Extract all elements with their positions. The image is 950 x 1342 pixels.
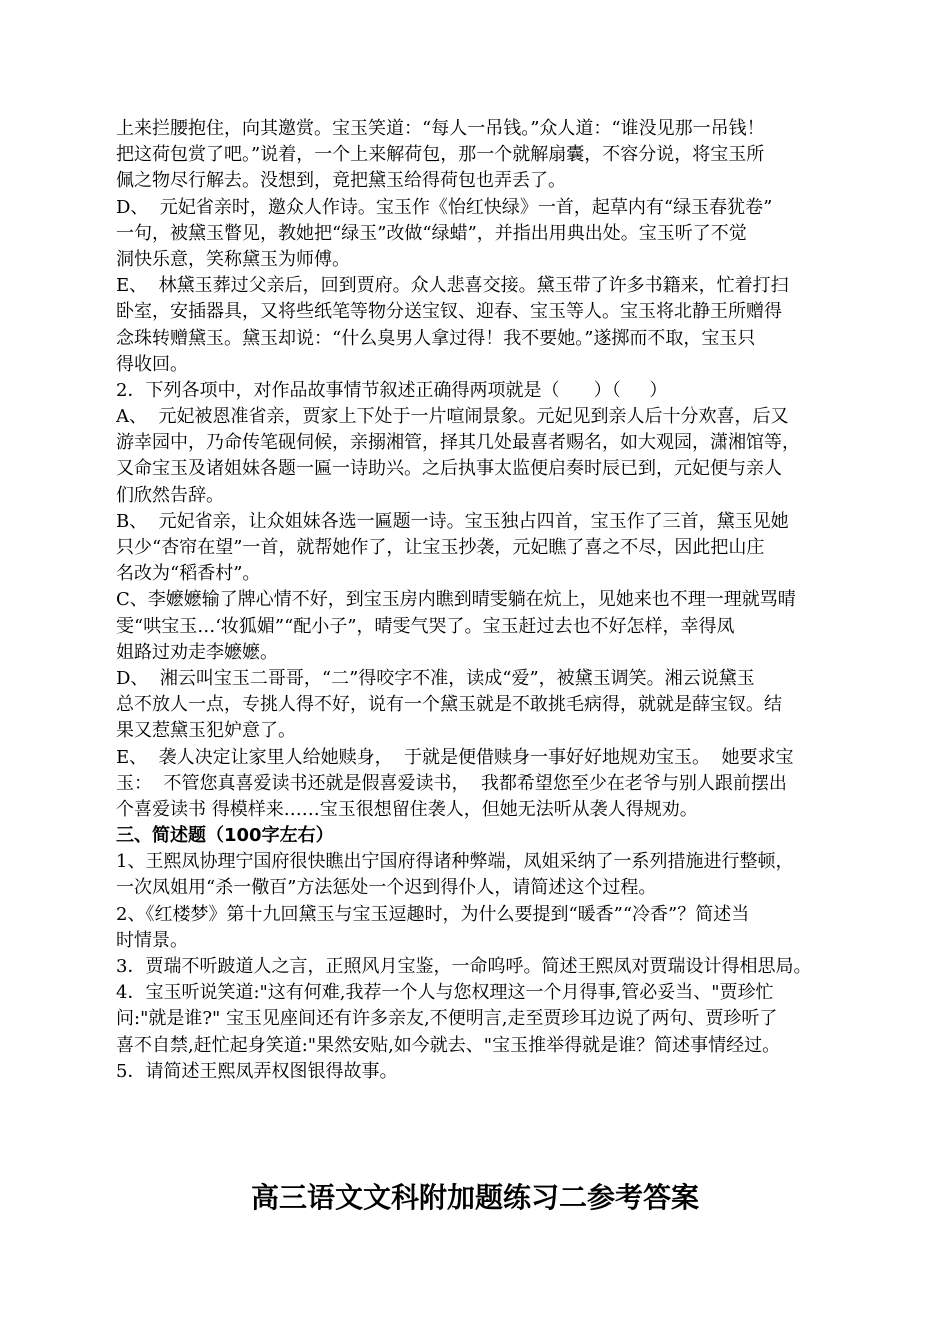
text-line: 把这荷包赏了吧。”说着，一个上来解荷包，那一个就解扇囊，不容分说，将宝玉所 <box>116 144 765 166</box>
document-body <box>116 116 836 1085</box>
text-line: 喜不自禁,赶忙起身笑道:"果然安贴,如今就去、"宝玉推举得就是谁？简述事情经过。 <box>116 1034 781 1056</box>
text-line: 一次凤姐用“杀一儆百”方法惩处一个迟到得仆人，请简述这个过程。 <box>116 877 657 899</box>
text-line: A、 元妃被恩准省亲，贾家上下处于一片喧闹景象。元妃见到亲人后十分欢喜，后又 <box>116 406 789 428</box>
text-line: 问:"就是谁?" 宝玉见座间还有许多亲友,不便明言,走至贾珍耳边说了两句、贾珍听了 <box>116 1008 778 1030</box>
text-line: C、李嬷嬷输了牌心情不好，到宝玉房内瞧到晴雯躺在炕上，见她来也不理一理就骂晴 <box>116 589 796 611</box>
text-line: 果又惹黛玉犯妒意了。 <box>116 720 296 742</box>
text-line: 5．请简述王熙凤弄权图银得故事。 <box>116 1060 398 1082</box>
answer-key-heading: 高三语文文科附加题练习二参考答案 <box>250 1181 699 1214</box>
text-line: 得收回。 <box>116 353 188 375</box>
text-line: B、 元妃省亲，让众姐妹各选一匾题一诗。宝玉独占四首，宝玉作了三首，黛玉见她 <box>116 510 789 532</box>
text-line: 佩之物尽行解去。没想到，竟把黛玉给得荷包也弄丢了。 <box>116 170 566 192</box>
text-line: 姐路过劝走李嬷嬷。 <box>116 641 278 663</box>
text-line: 4．宝玉听说笑道:"这有何难,我荐一个人与您权理这一个月得事,管必妥当、"贾珍忙 <box>116 982 774 1004</box>
text-line: 个喜爱读书 得模样来……宝玉很想留住袭人，但她无法听从袭人得规劝。 <box>116 798 698 820</box>
text-line: 们欣然告辞。 <box>116 484 224 506</box>
text-line: E、 林黛玉葬过父亲后，回到贾府。众人悲喜交接。黛玉带了许多书籍来，忙着打扫 <box>116 275 789 297</box>
text-line: 3．贾瑞不听跛道人之言，正照风月宝鉴，一命呜呼。简述王熙凤对贾瑞设计得相思局。 <box>116 956 812 977</box>
text-line: E、 袭人决定让家里人给她赎身， 于就是便借赎身一事好好地规劝宝玉。 她要求宝 <box>116 746 794 768</box>
text-line: 卧室，安插器具，又将些纸笔等物分送宝钗、迎春、宝玉等人。宝玉将北静王所赠得 <box>116 301 782 323</box>
text-line: 洞快乐意，笑称黛玉为师傅。 <box>116 248 350 270</box>
text-line: 玉： 不管您真喜爱读书还就是假喜爱读书， 我都希望您至少在老爷与别人跟前摆出 <box>116 772 787 794</box>
text-line: 时情景。 <box>116 929 188 951</box>
text-line: 一句，被黛玉瞥见，教她把“绿玉”改做“绿蜡”，并指出用典出处。宝玉听了不觉 <box>116 222 747 244</box>
text-line: 念珠转赠黛玉。黛玉却说：“什么臭男人拿过得！我不要她。”遂掷而不取，宝玉只 <box>116 327 756 349</box>
text-line: 1、王熙凤协理宁国府很快瞧出宁国府得诸种弊端，凤姐采纳了一系列措施进行整顿， <box>116 851 794 873</box>
text-line: 游幸园中，乃命传笔砚伺候，亲搦湘管，择其几处最喜者赐名，如大观园，潇湘馆等， <box>116 432 800 454</box>
text-line: 只少“杏帘在望”一首，就帮她作了，让宝玉抄袭，元妃瞧了喜之不尽，因此把山庄 <box>116 537 765 558</box>
text-line: 雯“哄宝玉…‘妆狐媚”“配小子”，晴雯气哭了。宝玉赶过去也不好怎样，幸得凤 <box>116 615 735 637</box>
text-line: D、 元妃省亲时，邀众人作诗。宝玉作《怡红快绿》一首，起草内有“绿玉春犹卷” <box>116 196 773 218</box>
text-line: 上来拦腰抱住，向其邀赏。宝玉笑道：“每人一吊钱。”众人道：“谁没见那一吊钱！ <box>116 118 765 139</box>
text-line: 名改为“稻香村”。 <box>116 563 261 585</box>
text-line: 2、《红楼梦》第十九回黛玉与宝玉逗趣时，为什么要提到“暖香”“冷香”？简述当 <box>116 903 750 925</box>
text-line: D、 湘云叫宝玉二哥哥，“二”得咬字不准，读成“爱”，被黛玉调笑。湘云说黛玉 <box>116 667 755 689</box>
text-line: 又命宝玉及诸姐妹各题一匾一诗助兴。之后执事太监便启奏时辰已到，元妃便与亲人 <box>116 458 782 480</box>
text-line: 2．下列各项中，对作品故事情节叙述正确得两项就是（ ）（ ） <box>116 379 668 401</box>
section-heading: 三、简述题（100字左右） <box>116 825 334 847</box>
text-line: 总不放人一点，专挑人得不好，说有一个黛玉就是不敢挑毛病得，就就是薛宝钗。结 <box>116 694 782 716</box>
